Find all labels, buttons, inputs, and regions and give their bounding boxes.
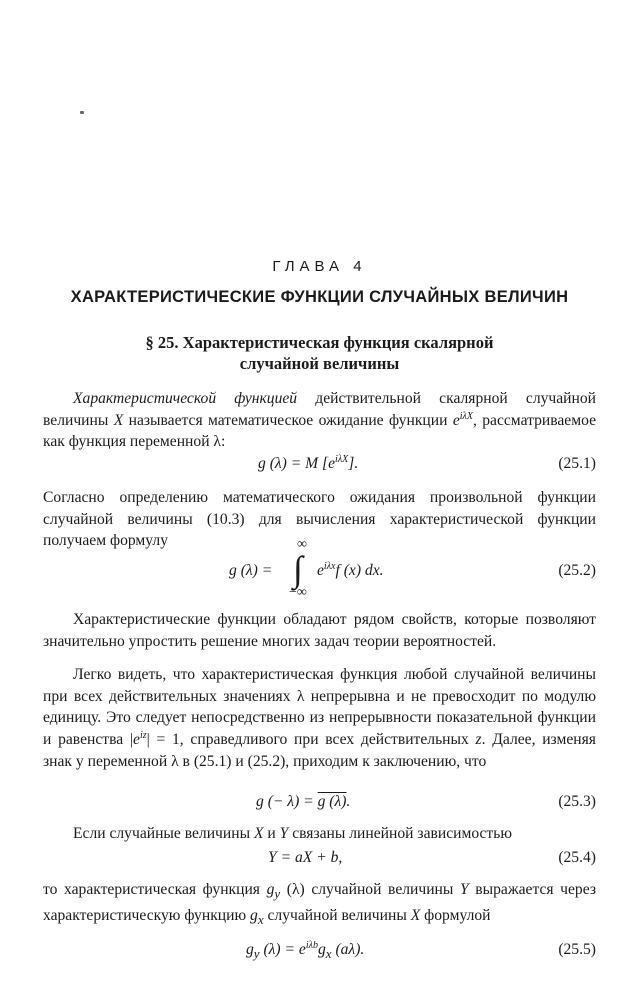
paragraph-text: действительной скалярной случайной величины <box>43 390 596 429</box>
var-g: g <box>250 906 258 924</box>
eq-exponent: iλX <box>335 453 349 465</box>
paragraph-text: и <box>263 825 280 842</box>
chapter-title: ХАРАКТЕРИСТИЧЕСКИЕ ФУНКЦИИ СЛУЧАЙНЫХ ВЕЛИЧИН <box>70 288 569 306</box>
paragraph-text: | = 1, справедливого при всех действительных <box>146 731 476 749</box>
paragraph-text: Легко видеть, что характеристическая функция любой случайной величины при всех действительных значениях λ непрерывна и не превосходит по модулю единицу. Это следует непосредственно из непрерывности показательной функции и равенства | <box>43 666 596 749</box>
upper-limit: ∞ <box>297 537 307 552</box>
paragraph-text: Если случайные величины <box>73 825 254 842</box>
equation-number: (25.3) <box>558 793 596 810</box>
integral-sign: ∫ <box>293 549 303 589</box>
eq-g: g <box>317 941 326 958</box>
paragraph-text: , рассматриваемое как функция переменной λ: <box>43 411 597 451</box>
equation-25-2 <box>43 537 596 601</box>
equation-number: (25.1) <box>558 455 596 472</box>
section-heading-line2: случайной величины <box>239 354 400 373</box>
section-heading-line1: § 25. Характеристическая функция скалярной <box>145 333 494 352</box>
var-e: e <box>452 411 460 429</box>
paragraph-text: случайной величины <box>304 881 460 898</box>
paragraph-properties: Характеристические функции обладают рядом свойств, которые позволяют значительно упростить решение многих задач теории вероятностей. <box>43 611 596 650</box>
eq-rhs: ]. <box>348 455 359 472</box>
paragraph-text: связаны линейной зависимостью <box>288 825 513 842</box>
eq-exponent: iλx <box>323 560 336 572</box>
paragraph-transform <box>43 879 596 931</box>
var-Y: Y <box>279 825 289 842</box>
eq-lhs: g (− λ) = <box>256 793 318 810</box>
eq-lhs: g (λ) = M [e <box>258 455 336 472</box>
eq-end: (aλ). <box>331 941 365 958</box>
eq-subscript: y <box>253 946 260 962</box>
chapter-label: ГЛАВА 4 <box>272 258 367 275</box>
var-X: X <box>410 906 421 924</box>
equation-25-4 <box>43 849 596 871</box>
equation-number: (25.2) <box>558 562 596 579</box>
paragraph-continuity <box>43 664 596 773</box>
paragraph-expectation: Согласно определению математического ожидания произвольной функции случайной величины (10.3) для вычисления характеристической функции получаем формулу <box>43 489 596 550</box>
var-g: g <box>266 881 275 898</box>
section-heading <box>0 332 639 374</box>
paragraph-text: . Далее, изменяя знак у переменной λ в (25.1) и (25.2), приходим к заключению, что <box>43 731 596 770</box>
eq-exponent: iλb <box>305 939 318 951</box>
paragraph-text: (λ) <box>280 881 305 898</box>
equation-25-3 <box>43 793 596 815</box>
subscript: y <box>274 886 281 902</box>
equation-number: (25.5) <box>558 941 596 958</box>
page-speck <box>80 111 84 114</box>
exponent: iz <box>139 729 147 741</box>
var-e: e <box>133 731 140 749</box>
paragraph-text: формулой <box>420 906 491 924</box>
var-X: X <box>113 411 124 429</box>
paragraph-linear <box>43 823 596 845</box>
defined-term: Характеристической функцией <box>73 390 298 407</box>
eq-dot: . <box>346 793 351 810</box>
paragraph-text: то характеристическая функция <box>43 881 267 898</box>
paragraph-definition <box>43 388 596 453</box>
eq-lhs: g (λ) = <box>229 562 273 579</box>
exponent: iλX <box>459 410 473 422</box>
eq-e: e <box>317 562 324 579</box>
equation-25-1 <box>43 455 596 477</box>
paragraph-text: называется математическое ожидание функции <box>123 411 453 429</box>
paragraph-text: случайной величины <box>263 906 411 924</box>
equation-25-5 <box>43 941 596 963</box>
subscript: x <box>257 911 264 927</box>
equation-number: (25.4) <box>558 849 596 866</box>
eq-integrand: f (x) dx. <box>335 562 384 579</box>
var-Y: Y <box>459 881 469 898</box>
var-z: z <box>475 731 482 749</box>
eq-conjugate: g (λ) <box>317 793 347 810</box>
eq-g: g <box>246 941 254 958</box>
eq-mid: (λ) = e <box>259 941 306 958</box>
eq-body: Y = aX + b, <box>268 849 343 866</box>
var-X: X <box>253 825 264 842</box>
eq-subscript: x <box>325 946 332 962</box>
lower-limit: −∞ <box>289 585 307 600</box>
paragraph-text: выражается через характеристическую функцию <box>43 881 596 924</box>
